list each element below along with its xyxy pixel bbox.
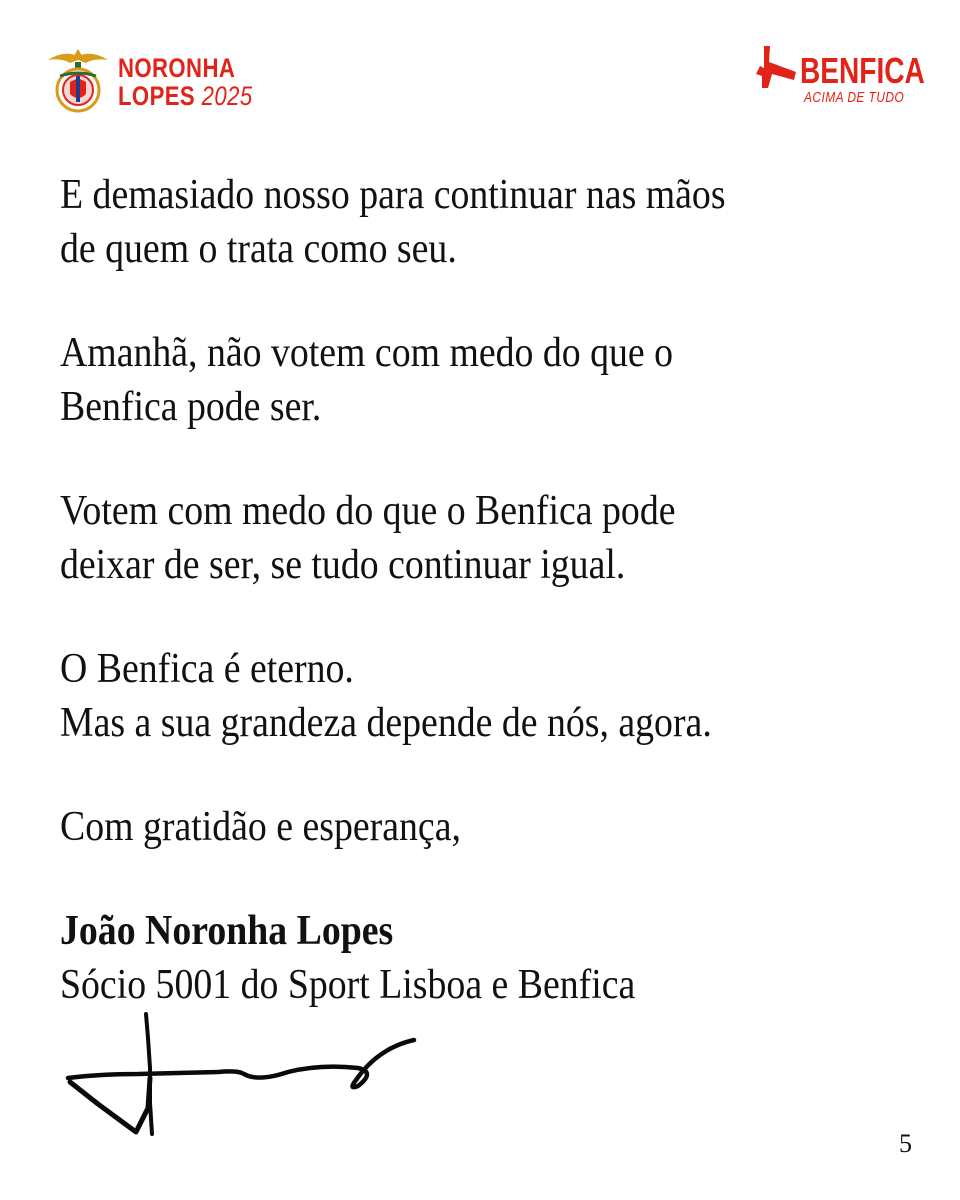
paragraph-line: O Benfica é eterno. [60,646,354,692]
campaign-line-2 [118,82,253,110]
campaign-surname: LOPES [118,81,196,111]
campaign-line-1: NORONHA [118,53,236,83]
benfica-brand-logo [754,44,925,118]
handwritten-signature [58,1008,438,1148]
paragraph-line: Mas a sua grandeza depende de nós, agora. [60,700,712,746]
paragraph-1 [60,168,834,276]
brand-name: BENFICA [800,50,925,91]
paragraph-line: Amanhã, não votem com medo do que o [60,330,674,376]
paragraph-line: Benfica pode ser. [60,384,322,430]
brand-tagline: ACIMA DE TUDO [803,89,904,106]
campaign-year: 2025 [201,81,253,111]
benfica-crest-icon [46,46,110,114]
paragraph-4 [60,642,834,750]
paragraph-line: deixar de ser, se tudo continuar igual. [60,542,626,588]
signature-block [60,904,834,1012]
paragraph-line: Com gratidão e esperança, [60,804,461,850]
paragraph-line: de quem o trata como seu. [60,226,457,272]
campaign-wordmark [118,54,253,110]
signatory-name: João Noronha Lopes [60,908,394,954]
paragraph-line: Votem com medo do que o Benfica pode [60,488,676,534]
page-number: 5 [899,1129,912,1158]
paragraph-2 [60,326,834,434]
closing-salutation [60,800,834,854]
signatory-title: Sócio 5001 do Sport Lisboa e Benfica [60,962,636,1008]
letter-body [60,168,920,1052]
eagle-icon [754,44,798,90]
paragraph-line: E demasiado nosso para continuar nas mãos [60,172,726,218]
paragraph-3 [60,484,834,592]
campaign-logo [46,46,253,118]
